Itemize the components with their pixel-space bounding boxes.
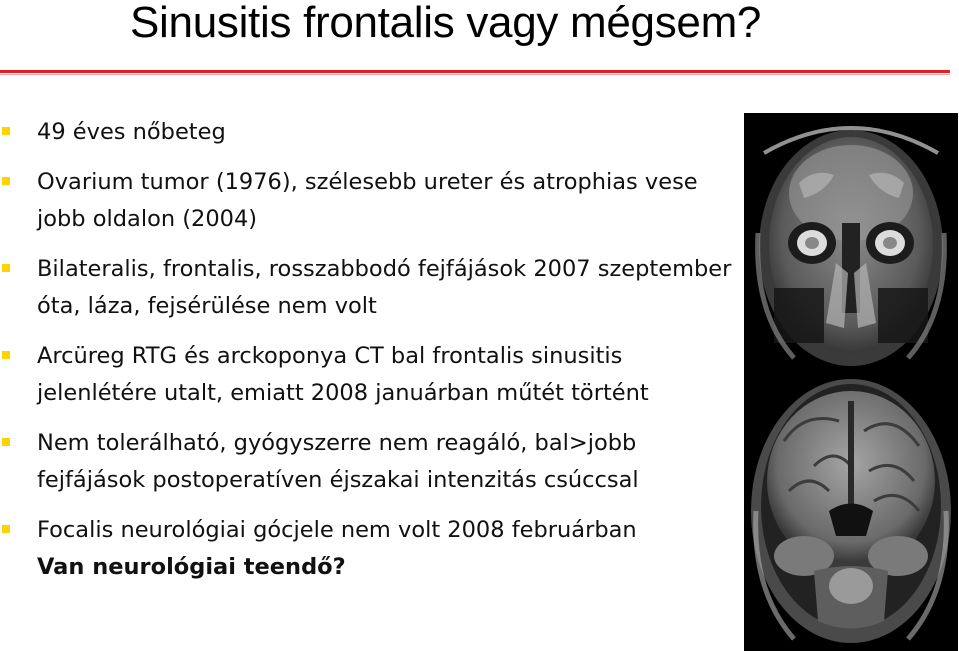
mri-scan-image	[744, 371, 958, 651]
bullet-square-icon	[2, 525, 10, 533]
bullet-square-icon	[2, 438, 10, 446]
bullet-text: Arcüreg RTG és arckoponya CT bal frontalis sinusitis jelenlétére utalt, emiatt 2008 januárban műtét történt	[37, 342, 649, 406]
bullet-square-icon	[2, 127, 10, 135]
slide-title: Sinusitis frontalis vagy mégsem?	[130, 0, 762, 47]
bullet-item	[0, 164, 740, 239]
bullet-list	[0, 114, 740, 599]
mri-scan-image	[744, 113, 958, 371]
mri-image-stack	[744, 113, 958, 651]
bullet-square-icon	[2, 177, 10, 185]
bullet-text: Nem tolerálható, gyógyszerre nem reagáló, bal>jobb fejfájások postoperatíven éjszakai intenzitás csúccsal	[37, 429, 639, 493]
bullet-item	[0, 114, 740, 152]
bullet-item	[0, 512, 740, 587]
title-divider	[0, 70, 950, 73]
bullet-square-icon	[2, 351, 10, 359]
bullet-item	[0, 338, 740, 413]
bullet-text: 49 éves nőbeteg	[37, 119, 226, 145]
title-divider-shadow	[0, 74, 950, 75]
bullet-square-icon	[2, 264, 10, 272]
bullet-text: Focalis neurológiai gócjele nem volt 2008 februárban	[37, 516, 637, 543]
bullet-item	[0, 251, 740, 326]
bullet-text: Ovarium tumor (1976), szélesebb ureter és atrophias vese jobb oldalon (2004)	[37, 168, 698, 232]
bullet-question: Van neurológiai teendő?	[37, 554, 346, 580]
bullet-text: Bilateralis, frontalis, rosszabbodó fejfájások 2007 szeptember óta, láza, fejsérülése nem volt	[37, 255, 732, 319]
bullet-item	[0, 425, 740, 500]
